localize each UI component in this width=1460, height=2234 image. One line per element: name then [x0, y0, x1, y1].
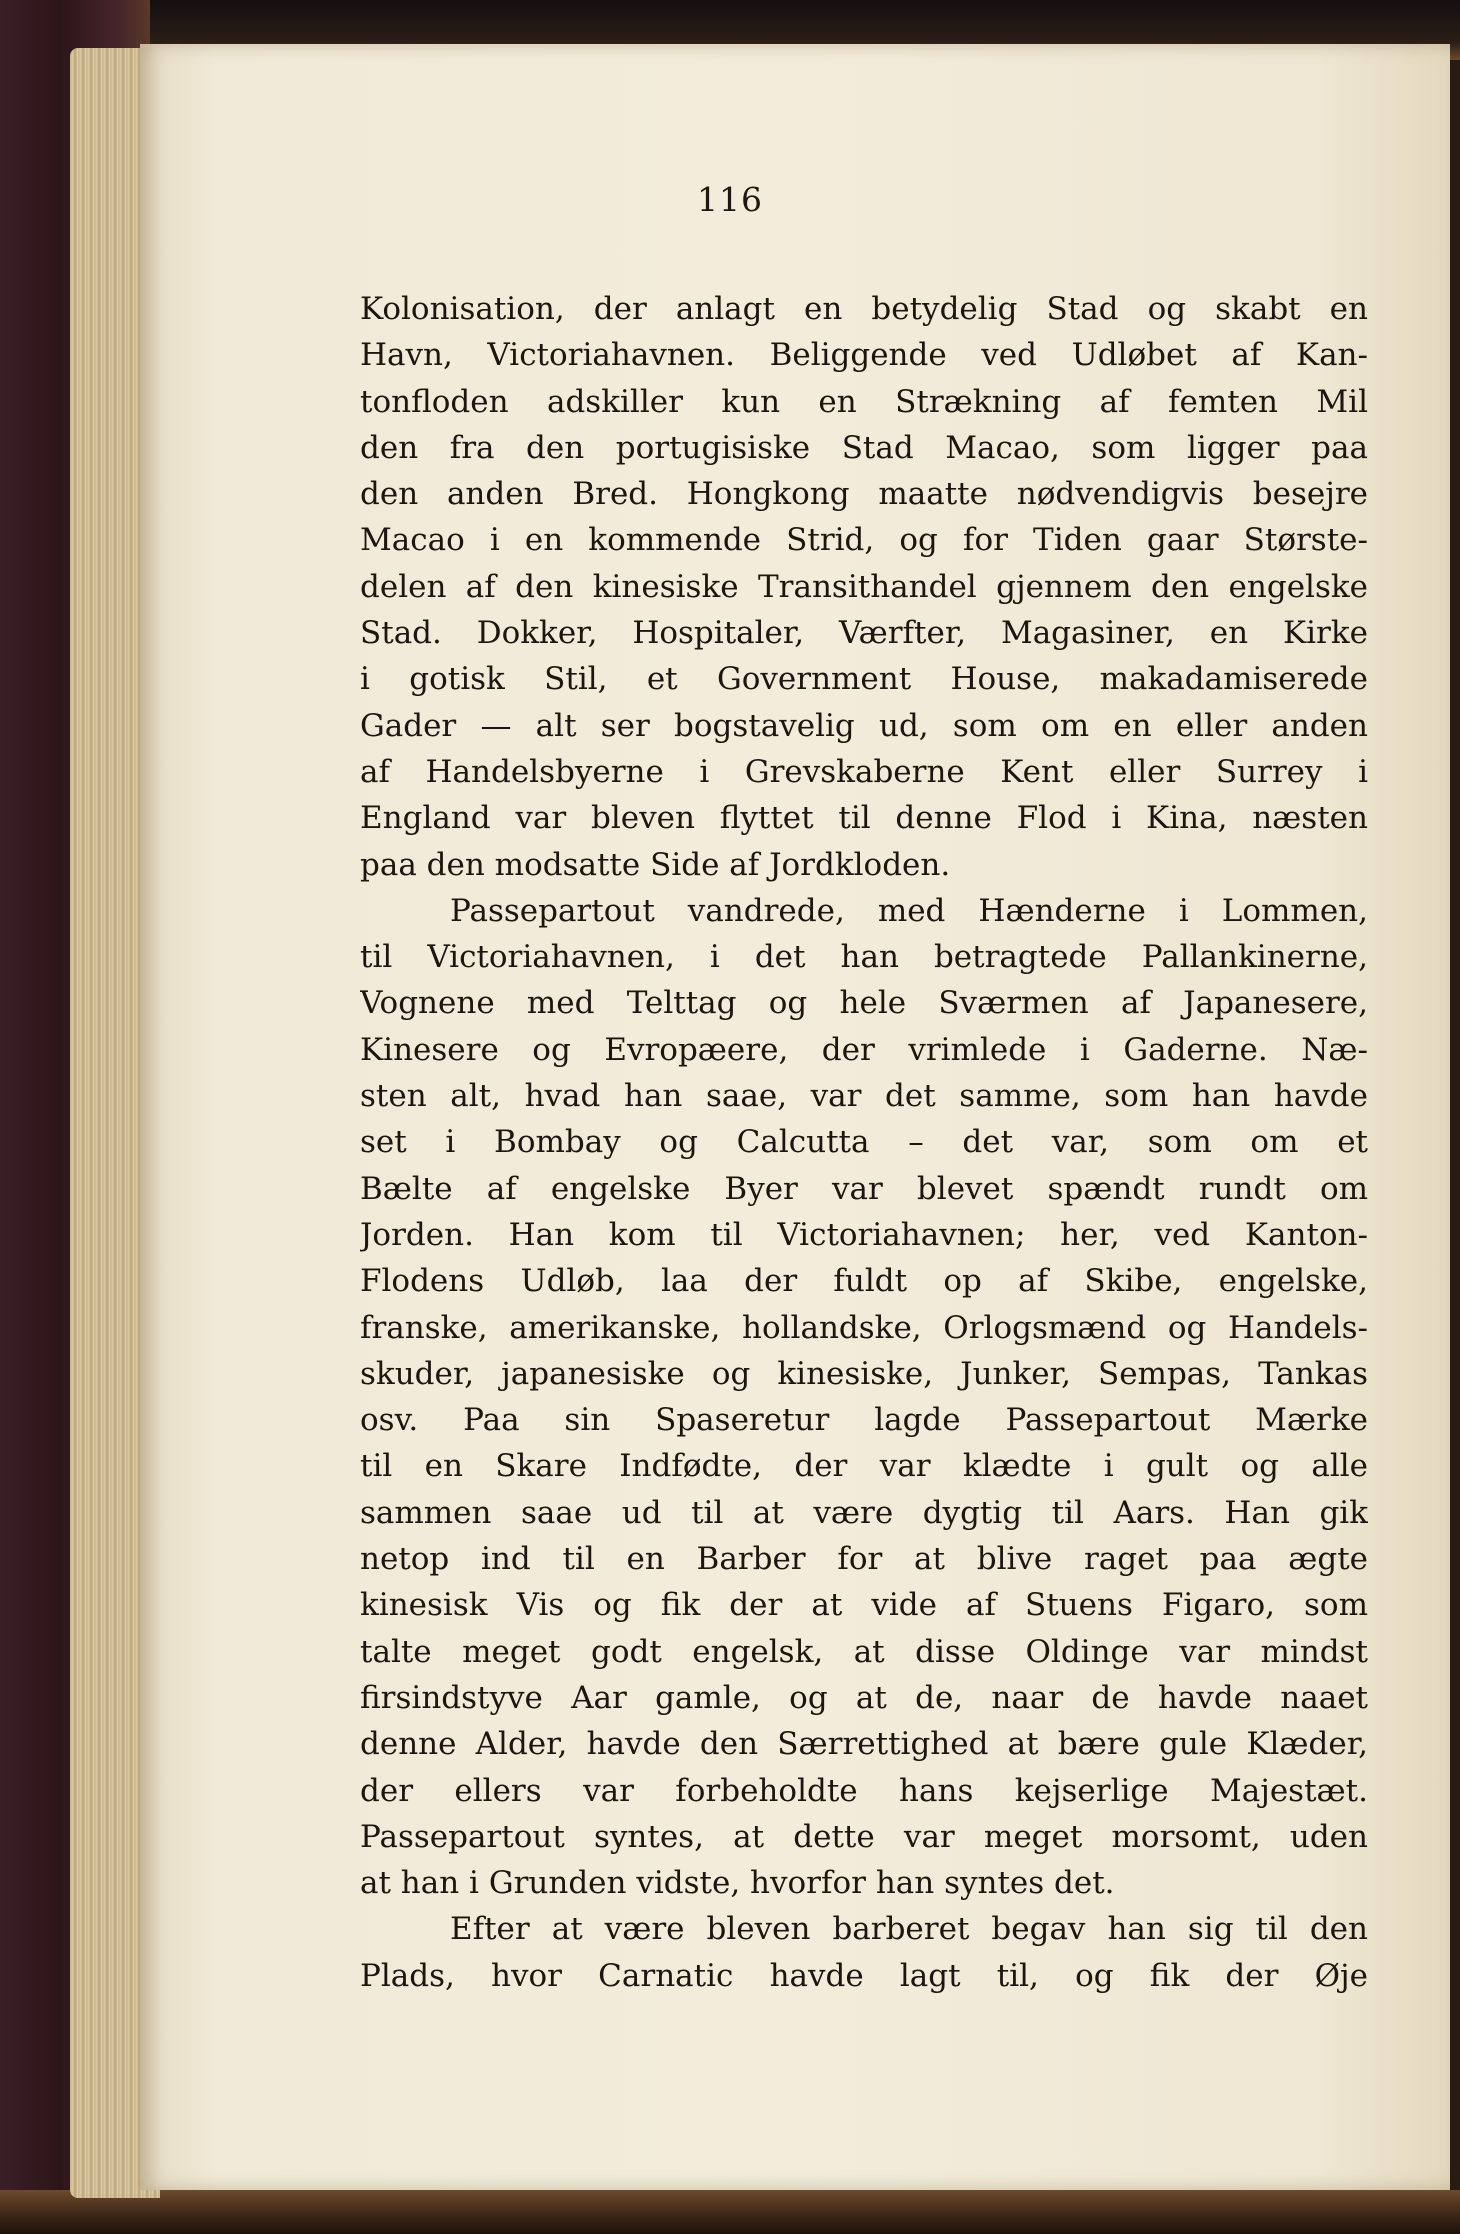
text-line: Kolonisation, der anlagt en betydelig Stad og skabt en — [360, 291, 1368, 327]
text-line: Havn, Victoriahavnen. Beliggende ved Udløbet af Kan- — [360, 337, 1368, 374]
text-line: sten alt, hvad han saae, var det samme, som han havde — [360, 1078, 1368, 1115]
text-line: i gotisk Stil, et Government House, makadamiserede — [360, 661, 1368, 698]
text-line: til en Skare Indfødte, der var klædte i gult og alle — [360, 1448, 1368, 1485]
text-line: Plads, hvor Carnatic havde lagt til, og fik der Øje — [360, 1957, 1368, 1994]
text-line: skuder, japanesiske og kinesiske, Junker, Sempas, Tankas — [360, 1355, 1368, 1392]
text-line: delen af den kinesiske Transithandel gjennem den engelske — [360, 568, 1368, 605]
text-line: Bælte af engelske Byer var blevet spændt rundt om — [360, 1170, 1368, 1207]
text-line: denne Alder, havde den Særrettighed at bære gule Klæder, — [360, 1726, 1368, 1763]
text-line: der ellers var forbeholdte hans kejserlige Majestæt. — [360, 1772, 1368, 1809]
text-line: Macao i en kommende Strid, og for Tiden gaar Største- — [360, 522, 1368, 559]
text-line: Gader — alt ser bogstavelig ud, som om en eller anden — [360, 707, 1368, 744]
text-line: Passepartout vandrede, med Hænderne i Lommen, — [450, 892, 1368, 929]
text-line: Jorden. Han kom til Victoriahavnen; her, ved Kanton- — [360, 1216, 1368, 1253]
text-line: kinesisk Vis og fik der at vide af Stuens Figaro, som — [360, 1587, 1368, 1624]
page-text — [360, 286, 1368, 1999]
text-line: tonfloden adskiller kun en Strækning af femten Mil — [360, 383, 1368, 420]
text-line: den anden Bred. Hongkong maatte nødvendigvis besejre — [360, 476, 1368, 513]
text-line: set i Bombay og Calcutta – det var, som om et — [360, 1124, 1368, 1161]
text-line: sammen saae ud til at være dygtig til Aars. Han gik — [360, 1494, 1368, 1531]
text-line: at han i Grunden vidste, hvorfor han syntes det. — [360, 1865, 1115, 1902]
text-line: franske, amerikanske, hollandske, Orlogsmænd og Handels- — [360, 1309, 1368, 1346]
book-cover-bottom — [0, 2190, 1460, 2234]
text-line: netop ind til en Barber for at blive raget paa ægte — [360, 1541, 1368, 1578]
page-number: 116 — [697, 180, 763, 219]
text-line: England var bleven flyttet til denne Flod i Kina, næsten — [360, 800, 1368, 837]
text-line: af Handelsbyerne i Grevskaberne Kent eller Surrey i — [360, 753, 1368, 790]
text-line: firsindstyve Aar gamle, og at de, naar de havde naaet — [360, 1679, 1368, 1716]
text-line: til Victoriahavnen, i det han betragtede Pallankinerne, — [360, 939, 1368, 976]
text-line: Stad. Dokker, Hospitaler, Værfter, Magasiner, en Kirke — [360, 615, 1368, 652]
text-line: den fra den portugisiske Stad Macao, som ligger paa — [360, 429, 1368, 466]
text-line: osv. Paa sin Spaseretur lagde Passepartout Mærke — [360, 1402, 1368, 1439]
text-line: Efter at være bleven barberet begav han sig til den — [450, 1911, 1368, 1948]
text-line: Passepartout syntes, at dette var meget morsomt, uden — [360, 1818, 1368, 1855]
text-line: Vognene med Telttag og hele Sværmen af Japanesere, — [360, 985, 1368, 1022]
text-line: paa den modsatte Side af Jordkloden. — [360, 846, 951, 883]
text-line: Kinesere og Evropæere, der vrimlede i Gaderne. Næ- — [360, 1031, 1368, 1068]
text-line: talte meget godt engelsk, at disse Oldinge var mindst — [360, 1633, 1368, 1670]
text-line: Flodens Udløb, laa der fuldt op af Skibe, engelske, — [360, 1263, 1368, 1300]
